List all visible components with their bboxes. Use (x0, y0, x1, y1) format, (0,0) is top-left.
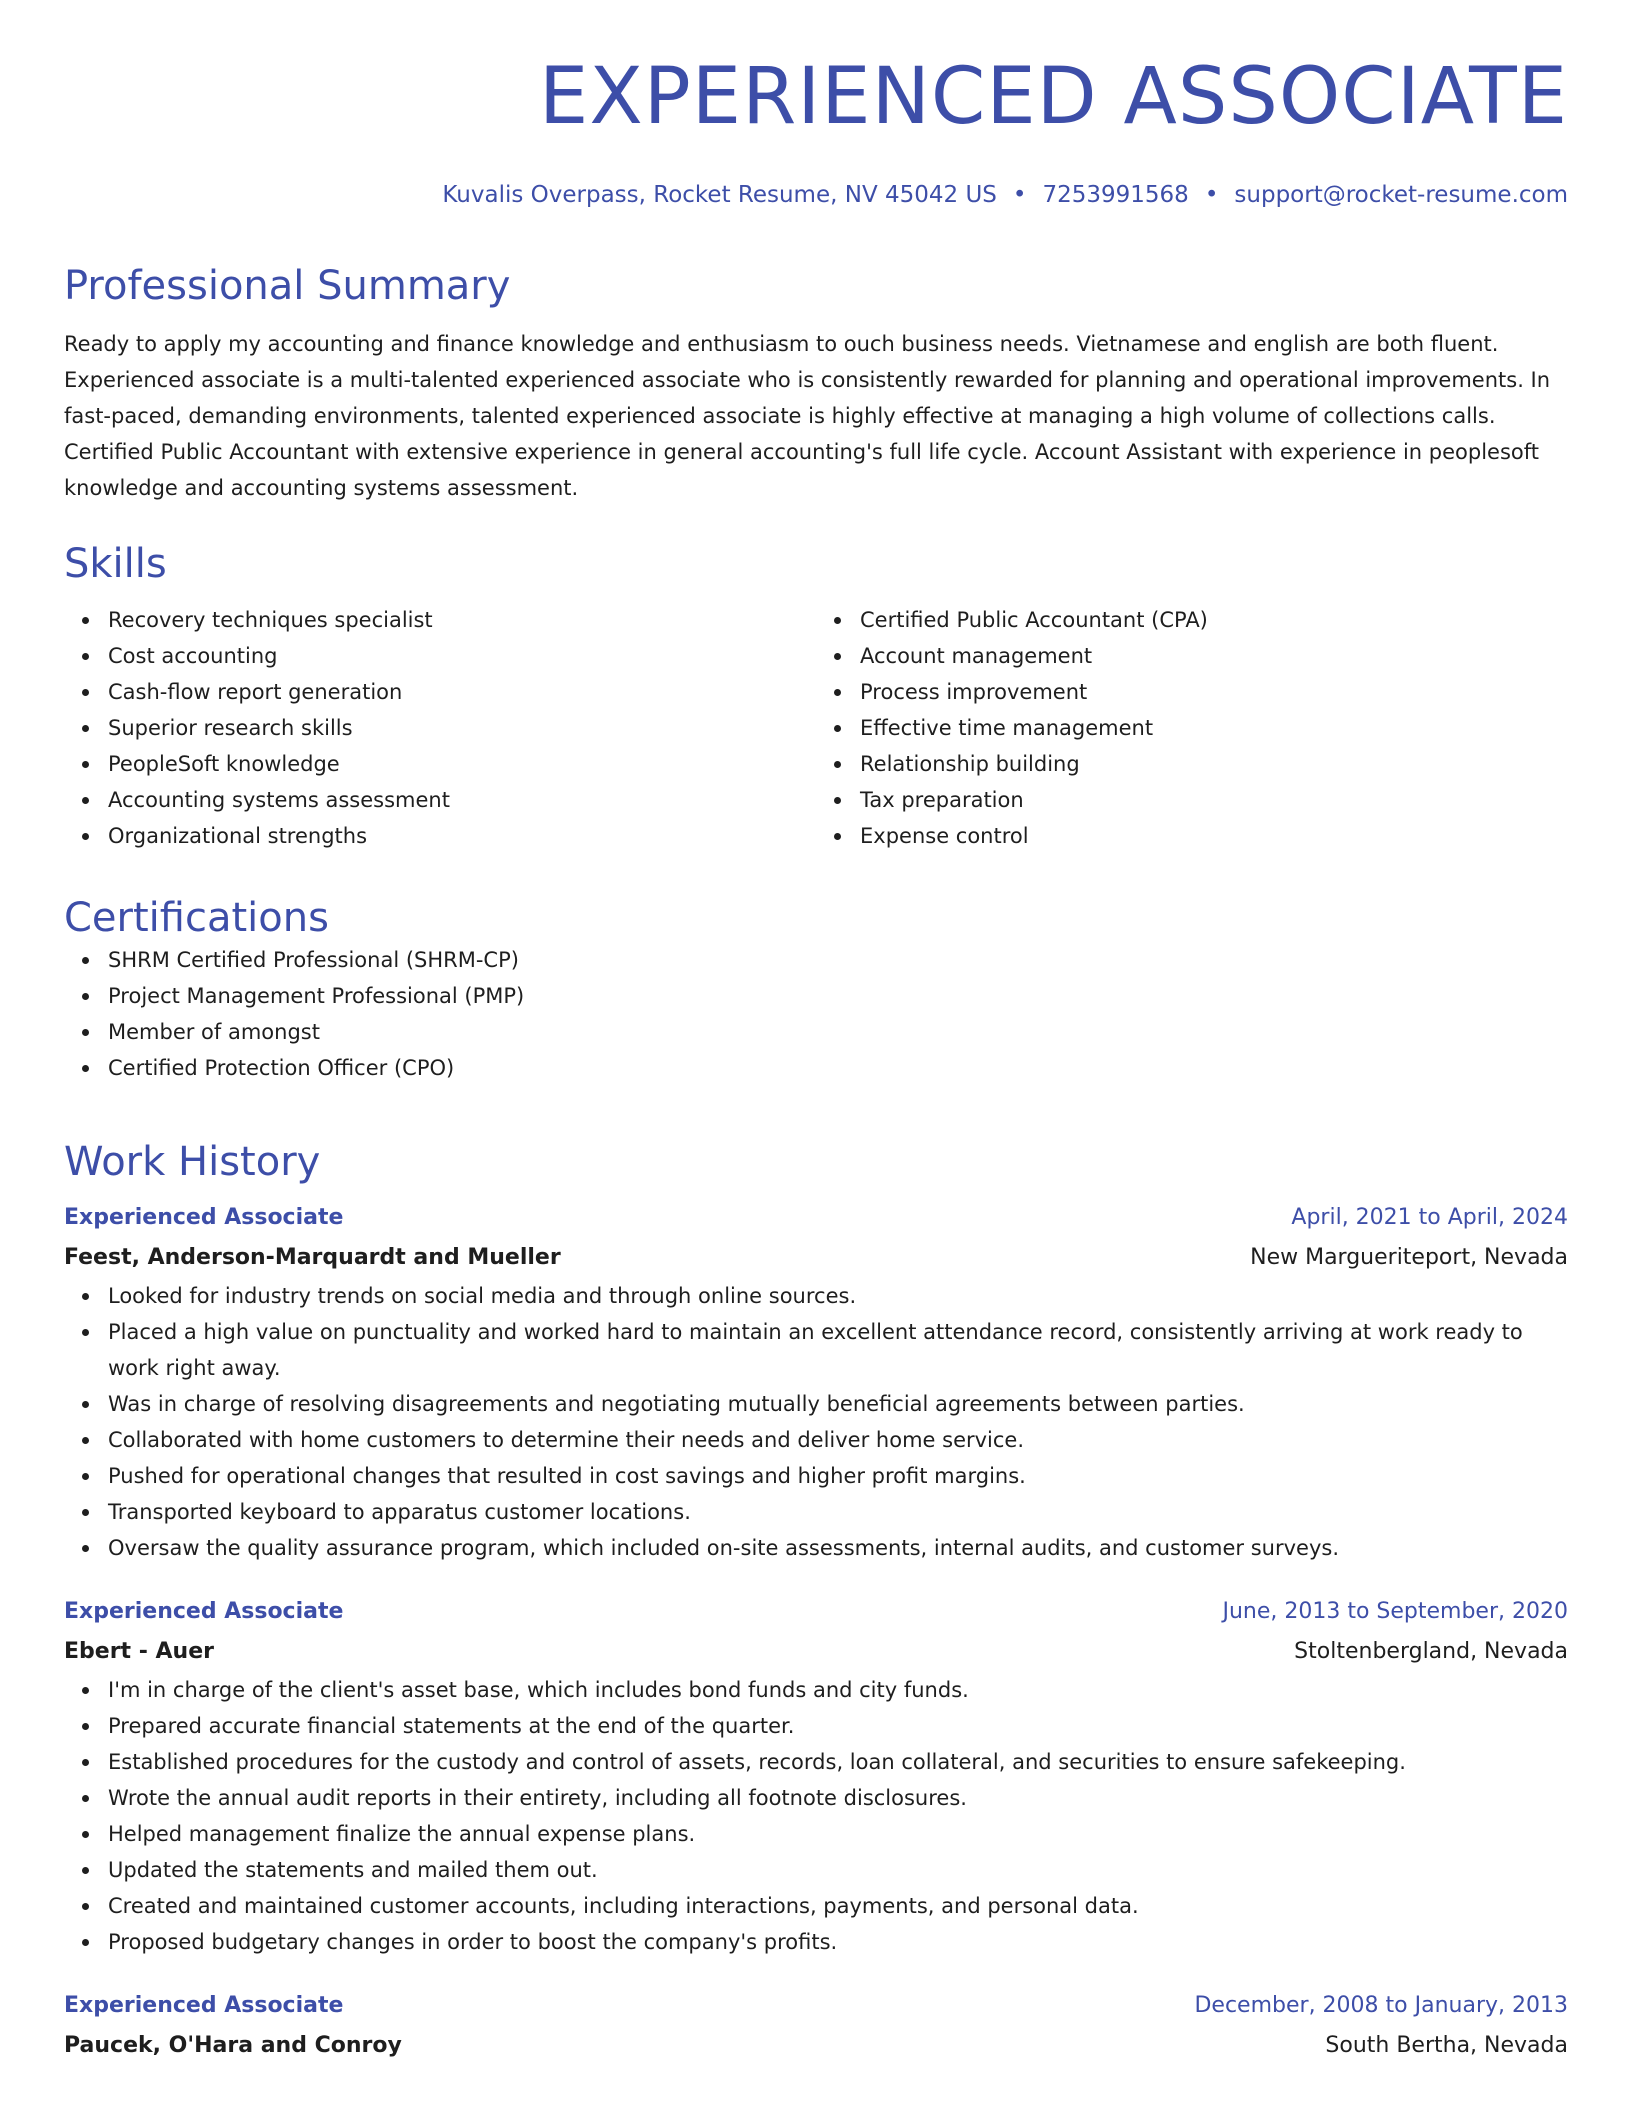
job-location: South Bertha, Nevada (1325, 2033, 1568, 2058)
contact-email: support@rocket-resume.com (1234, 182, 1568, 208)
skills-heading: Skills (64, 541, 167, 587)
job-company: Paucek, O'Hara and Conroy (64, 2033, 402, 2058)
certifications-heading: Certifications (64, 895, 329, 941)
job-bullet: Oversaw the quality assurance program, which included on-site assessments, internal audits, and customer surveys. (108, 1530, 1568, 1566)
skill-item: Accounting systems assessment (108, 782, 816, 818)
skills-list-right (816, 602, 1568, 854)
job-company-row (64, 1632, 1568, 1672)
job-bullet: Updated the statements and mailed them out. (108, 1852, 1568, 1888)
job-bullet: Transported keyboard to apparatus customer locations. (108, 1494, 1568, 1530)
contact-line (442, 182, 1568, 208)
work-history-section (64, 1138, 1568, 2066)
job-dates: June, 2013 to September, 2020 (1222, 1599, 1568, 1624)
job-bullet: Wrote the annual audit reports in their entirety, including all footnote disclosures. (108, 1780, 1568, 1816)
job-bullet: Placed a high value on punctuality and worked hard to maintain an excellent attendance record, consistently arriving at work ready to work right away. (108, 1314, 1568, 1386)
job-entry (64, 1986, 1568, 2066)
job-header-row (64, 1198, 1568, 1238)
job-location: New Margueriteport, Nevada (1250, 1245, 1568, 1270)
skills-section (64, 540, 1568, 854)
job-bullet: Collaborated with home customers to determine their needs and deliver home service. (108, 1422, 1568, 1458)
job-title: Experienced Associate (64, 1599, 344, 1624)
job-bullet: Established procedures for the custody and control of assets, records, loan collateral, and securities to ensure safekeeping. (108, 1744, 1568, 1780)
resume-title: EXPERIENCED ASSOCIATE (539, 52, 1568, 142)
job-company-row (64, 2026, 1568, 2066)
contact-separator: • (1012, 182, 1027, 208)
job-bullet: Proposed budgetary changes in order to boost the company's profits. (108, 1924, 1568, 1960)
summary-heading: Professional Summary (64, 263, 511, 309)
skills-list-left (64, 602, 816, 854)
contact-address: Kuvalis Overpass, Rocket Resume, NV 45042 US (442, 182, 997, 208)
job-title: Experienced Associate (64, 1205, 344, 1230)
job-bullet: Was in charge of resolving disagreements and negotiating mutually beneficial agreements between parties. (108, 1386, 1568, 1422)
certification-item: Project Management Professional (PMP) (108, 978, 1568, 1014)
certification-item: Certified Protection Officer (CPO) (108, 1050, 1568, 1086)
skill-item: Expense control (860, 818, 1568, 854)
skill-item: Tax preparation (860, 782, 1568, 818)
job-company-row (64, 1238, 1568, 1278)
skill-item: Recovery techniques specialist (108, 602, 816, 638)
summary-section (64, 262, 1568, 506)
job-company: Feest, Anderson-Marquardt and Mueller (64, 1245, 561, 1270)
certification-item: SHRM Certified Professional (SHRM-CP) (108, 942, 1568, 978)
job-entry (64, 1592, 1568, 1960)
job-bullets (64, 1672, 1568, 1960)
work-history-heading: Work History (64, 1139, 321, 1185)
skill-item: Superior research skills (108, 710, 816, 746)
certifications-list (64, 942, 1568, 1086)
certification-item: Member of amongst (108, 1014, 1568, 1050)
job-dates: April, 2021 to April, 2024 (1291, 1205, 1568, 1230)
job-company: Ebert - Auer (64, 1639, 214, 1664)
job-entry (64, 1198, 1568, 1566)
skill-item: Organizational strengths (108, 818, 816, 854)
job-header-row (64, 1986, 1568, 2026)
job-bullet: Pushed for operational changes that resulted in cost savings and higher profit margins. (108, 1458, 1568, 1494)
job-bullet: I'm in charge of the client's asset base, which includes bond funds and city funds. (108, 1672, 1568, 1708)
job-bullets (64, 1278, 1568, 1566)
job-bullet: Looked for industry trends on social media and through online sources. (108, 1278, 1568, 1314)
skills-columns (64, 602, 1568, 854)
summary-text: Ready to apply my accounting and finance knowledge and enthusiasm to ouch business needs. Vietnamese and english are both fluent. Experienced associate is a multi-talented experienced associate who is consistently rewarded for planning and operational improvements. In fast-paced, demanding environments, talented experienced associate is highly effective at managing a high volume of collections calls. Certified Public Accountant with extensive experience in general accounting's full life cycle. Account Assistant with experience in peoplesoft knowledge and accounting systems assessment. (64, 332, 1551, 500)
job-title: Experienced Associate (64, 1993, 344, 2018)
job-bullet: Created and maintained customer accounts, including interactions, payments, and personal data. (108, 1888, 1568, 1924)
job-location: Stoltenbergland, Nevada (1294, 1639, 1568, 1664)
skill-item: Certified Public Accountant (CPA) (860, 602, 1568, 638)
job-bullet: Helped management finalize the annual expense plans. (108, 1816, 1568, 1852)
skill-item: Effective time management (860, 710, 1568, 746)
skill-item: Cash-flow report generation (108, 674, 816, 710)
skill-item: PeopleSoft knowledge (108, 746, 816, 782)
skill-item: Cost accounting (108, 638, 816, 674)
job-header-row (64, 1592, 1568, 1632)
job-bullet: Prepared accurate financial statements at the end of the quarter. (108, 1708, 1568, 1744)
skill-item: Process improvement (860, 674, 1568, 710)
job-dates: December, 2008 to January, 2013 (1194, 1993, 1568, 2018)
contact-separator: • (1204, 182, 1219, 208)
contact-phone: 7253991568 (1042, 182, 1189, 208)
certifications-section (64, 894, 1568, 1086)
skill-item: Relationship building (860, 746, 1568, 782)
skill-item: Account management (860, 638, 1568, 674)
